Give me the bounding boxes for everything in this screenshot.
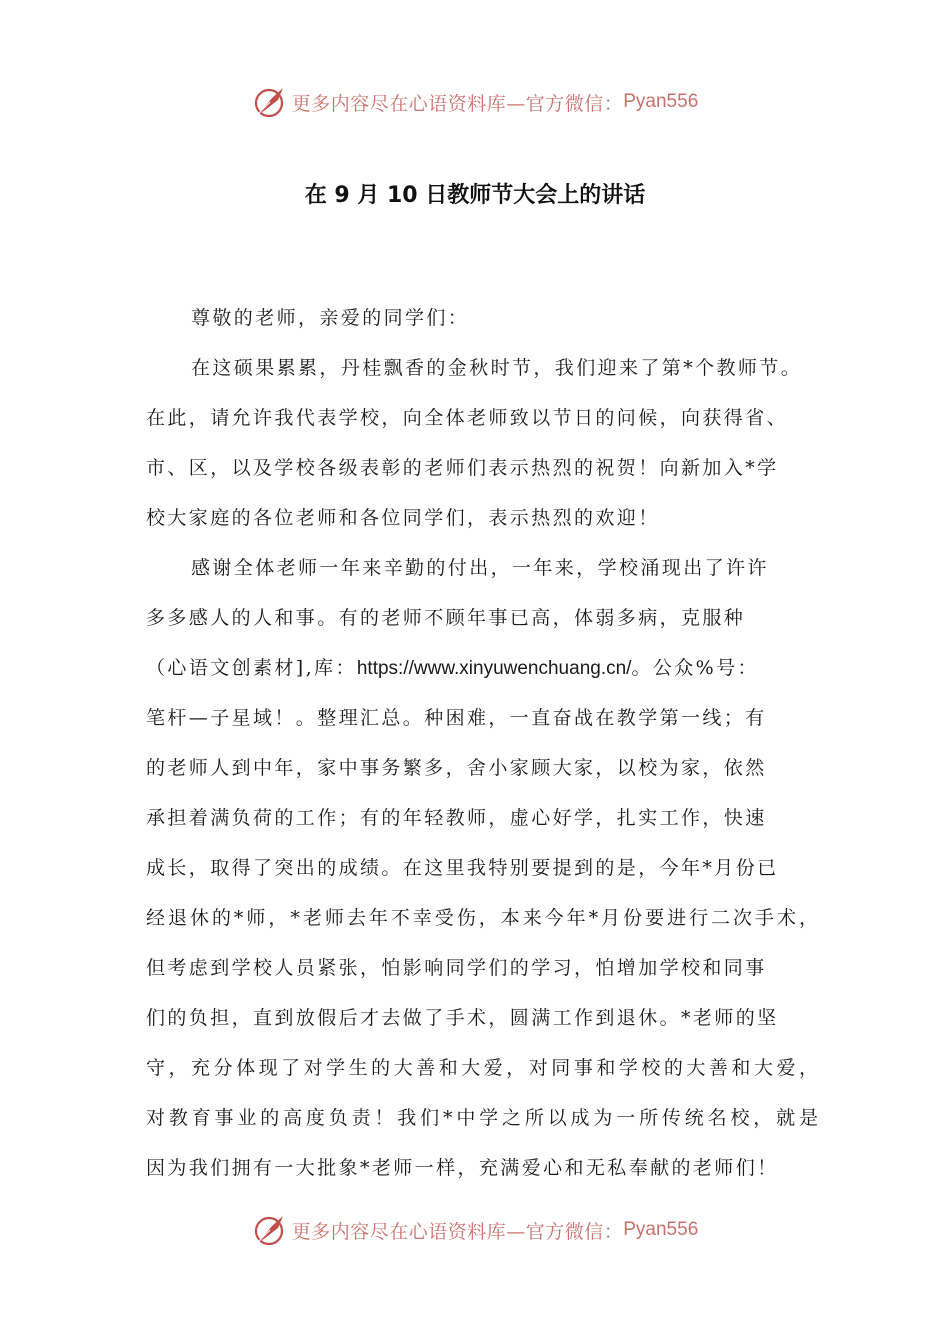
paragraph-2-line-8: 经退休的*师，*老师去年不幸受伤，本来今年*月份要进行二次手术， xyxy=(146,907,818,929)
paragraph-2-line-13: 因为我们拥有一大批象*老师一样，充满爱心和无私奉献的老师们！ xyxy=(146,1157,779,1179)
quill-logo-icon xyxy=(252,84,288,120)
footer-banner xyxy=(0,1210,950,1250)
source-suffix: 。公众%号： xyxy=(631,657,759,679)
footer-banner-text: 更多内容尽在心语资料库—官方微信： xyxy=(291,1220,624,1243)
paragraph-2-line-9: 但考虑到学校人员紧张，怕影响同学们的学习，怕增加学校和同事 xyxy=(146,957,767,979)
paragraph-2-line-2: 多多感人的人和事。有的老师不顾年事已高，体弱多病，克服种 xyxy=(146,607,746,629)
header-wechat-id: Pyan556 xyxy=(623,91,699,112)
footer-wechat-id: Pyan556 xyxy=(623,1219,699,1240)
speech-body xyxy=(146,296,818,1196)
paragraph-1-line-3: 市、区，以及学校各级表彰的老师们表示热烈的祝贺！向新加入*学 xyxy=(146,457,779,479)
paragraph-2-line-1: 感谢全体老师一年来辛勤的付出，一年来，学校涌现出了许许 xyxy=(191,557,769,579)
document-title: 在 9 月 10 日教师节大会上的讲话 xyxy=(304,183,646,208)
paragraph-2-line-7: 成长，取得了突出的成绩。在这里我特别要提到的是，今年*月份已 xyxy=(146,857,779,879)
header-banner xyxy=(0,82,950,122)
paragraph-1-line-1: 在这硕果累累，丹桂飘香的金秋时节，我们迎来了第*个教师节。 xyxy=(191,357,803,379)
paragraph-1-line-2: 在此，请允许我代表学校，向全体老师致以节日的问候，向获得省、 xyxy=(146,407,789,429)
source-url: https://www.xinyuwenchuang.cn/ xyxy=(356,658,632,679)
source-prefix: （心语文创素材],库： xyxy=(146,657,357,679)
source-line xyxy=(146,646,818,696)
header-banner-text: 更多内容尽在心语资料库—官方微信： xyxy=(291,92,624,115)
paragraph-2-line-6: 承担着满负荷的工作；有的年轻教师，虚心好学，扎实工作，快速 xyxy=(146,807,767,829)
salutation: 尊敬的老师，亲爱的同学们： xyxy=(191,307,470,329)
paragraph-2-line-12: 对教育事业的高度负责！我们*中学之所以成为一所传统名校，就是 xyxy=(146,1107,818,1129)
paragraph-1-line-4: 校大家庭的各位老师和各位同学们，表示热烈的欢迎！ xyxy=(146,507,660,529)
paragraph-2-line-11: 守，充分体现了对学生的大善和大爱，对同事和学校的大善和大爱， xyxy=(146,1057,818,1079)
paragraph-2-line-10: 们的负担，直到放假后才去做了手术，圆满工作到退休。*老师的坚 xyxy=(146,1007,779,1029)
paragraph-2-line-4: 笔杆—子星域！。整理汇总。种困难，一直奋战在教学第一线；有 xyxy=(146,707,767,729)
quill-logo-icon xyxy=(252,1212,288,1248)
paragraph-2-line-5: 的老师人到中年，家中事务繁多，舍小家顾大家，以校为家，依然 xyxy=(146,757,767,779)
